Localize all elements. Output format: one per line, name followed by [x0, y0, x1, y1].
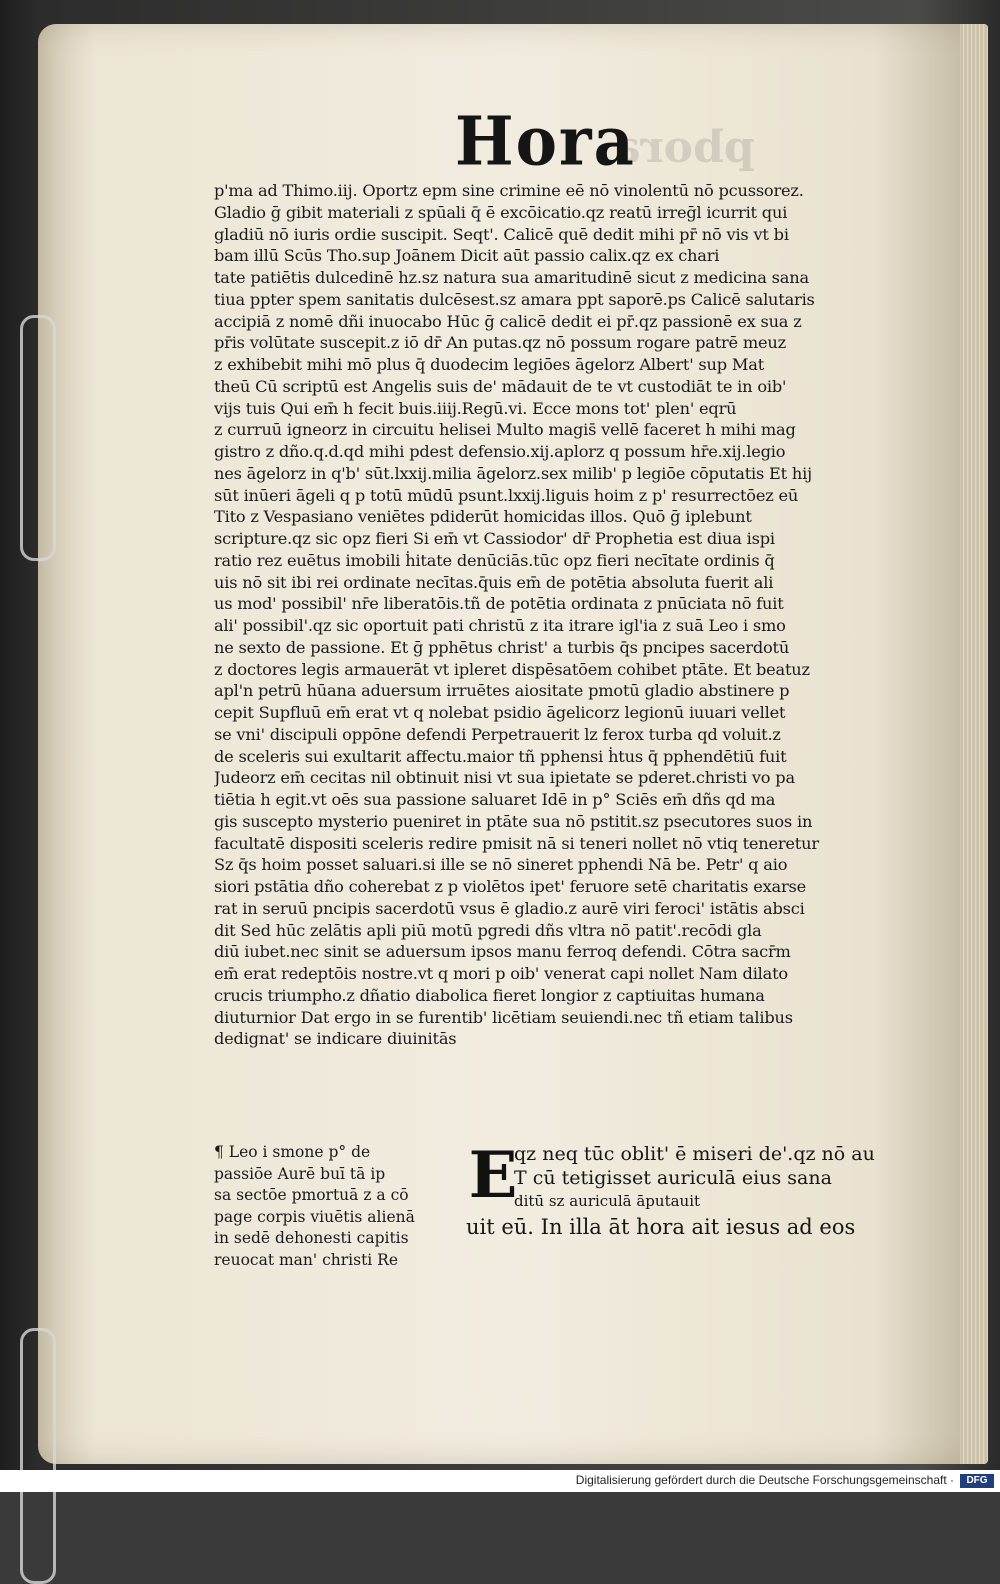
text-line: crucis triumpho.z dñatio diabolica fieret longior z captiuitas humana [214, 985, 765, 1005]
text-line: z exhibebit mihi mō plus q̄ duodecim legiōes āgelorz Albert' sup Mat [214, 355, 764, 374]
text-line: scripture.qz sic opz fieri Si em̄ vt Cassiodor' dr̄ Prophetia est diua ispi [214, 529, 775, 548]
bleed-through-text: pbora [612, 122, 755, 173]
main-text-block [214, 180, 894, 1050]
large-text-line: uit eū. In illa āt hora ait iesus ad eos [466, 1215, 856, 1239]
text-line: z doctores legis armauerāt vt ipleret dispēsatōem cohibet ptāte. Et beatuz [214, 659, 810, 679]
text-line: Sz q̄s hoim posset saluari.si ille se nō sineret pphendi Nā be. Petr' q aio [214, 855, 788, 875]
text-line: bam illū Scūs Tho.sup Joānem Dicit aūt passio calix.qz ex chari [214, 246, 720, 266]
text-line: cepit Supfluū em̄ erat vt q nolebat psidio āgelicorz legionū iuuari vellet [214, 703, 786, 722]
text-line: dit Sed hūc zelātis apli piū motū pgredi dñs vltra nō patit'.recōdi gla [214, 920, 762, 940]
text-line: Tito z Vespasiano veniētes pdiderūt homicidas illos. Quō ḡ iplebunt [214, 507, 752, 527]
large-text-line: T cū tetigisset auriculā eius sana [514, 1167, 832, 1189]
footer-bar [0, 1470, 1000, 1492]
text-line: dedignat' se indicare diuinitās [214, 1029, 457, 1049]
text-line: apl'n petrū hūana aduersum irruētes aiositate pmotū gladio abstinere p [214, 681, 790, 701]
page-clip-bottom [20, 1328, 56, 1584]
text-line: uis nō sit ibi rei ordinate necītas.q̄uis em̄ de potētia absoluta fuerit ali [214, 572, 774, 592]
text-line: tiētia h egit.vt oēs sua passione saluaret Idē in p° Sciēs em̄ dñs qd ma [214, 790, 776, 809]
dfg-logo: DFG [960, 1474, 994, 1488]
text-line: z curruū igneorz in circuitu helisei Multo magis̄ vellē faceret h mihi mag [214, 420, 796, 440]
lower-section [214, 1138, 894, 1292]
text-line: sūt inūeri āgeli q p totū mūdū psunt.lxxij.liguis hoim z p' resurrectōez eū [214, 485, 799, 505]
text-line: p'ma ad Thimo.iij. Oportz epm sine crimine eē nō vinolentū nō pcussorez. [214, 181, 804, 200]
text-line: diuturnior Dat ergo in se furentib' licētiam seuiendi.nec tñ etiam talibus [214, 1007, 793, 1027]
text-line: facultatē dispositi sceleris redire pmisit nā si teneri nollet nō vtiq teneretur [214, 833, 819, 853]
sidebar-line: reuocat man' christi Re [214, 1250, 399, 1269]
sidebar-note [214, 1142, 454, 1272]
page-edge [960, 24, 988, 1464]
text-line: diū iubet.nec sinit se aduersum ipsos manu ferroq defendi. Cōtra sacr̄m [214, 942, 791, 962]
sidebar-line: passiōe Aurē buī tā ip [214, 1164, 386, 1183]
sidebar-line: page corpis viuētis alienā [214, 1207, 415, 1226]
text-line: gis suscepto mysterio pueniret in ptāte sua nō pstitit.sz psecutores suos in [214, 811, 813, 831]
text-line: gistro z dño.q.d.qd mihi pdest defensio.xij.aplorz q possum hr̄e.xij.legio [214, 442, 786, 461]
sidebar-line: in sedē dehonesti capitis [214, 1229, 409, 1248]
initial-letter: E [468, 1138, 518, 1213]
text-line: tate patiētis dulcedinē hz.sz natura sua amaritudinē sicut z medicina sana [214, 268, 809, 287]
text-line: Judeorz em̄ cecitas nil obtinuit nisi vt sua ipietate se pderet.christi vo pa [214, 768, 795, 788]
text-line: ali' possibil'.qz sic oportuit pati christū z ita itrare igl'ia z suā Leo i smo [214, 616, 786, 635]
large-text-line: qz neq tūc oblit' ē miseri de'.qz nō au [514, 1143, 875, 1165]
text-line: vijs tuis Qui em̄ h fecit buis.iiij.Regū.vi. Ecce mons tot' plen' eqrū [214, 398, 737, 418]
large-text-block [466, 1142, 894, 1242]
text-line: de sceleris sui exultarit affectu.maior tñ pphensi ḣtus q̄ pphendētiū fuit [214, 746, 787, 766]
page-heading: Hora [455, 102, 636, 181]
text-line: theū Cū scriptū est Angelis suis de' mādauit de te vt custodiāt te in oib' [214, 376, 787, 396]
text-line: siori pstātia dño coherebat z p violētos ipet' feruore setē charitatis exarse [214, 877, 806, 896]
text-line: gladiū nō iuris ordie suscipit. Seqt'. Calicē quē dedit mihi pr̄ nō vis vt bi [214, 224, 789, 244]
sidebar-line: sa sectōe pmortuā z a cō [214, 1186, 409, 1205]
text-line: us mod' possibil' nr̄e liberatōis.tñ de potētia ordinata z pnūciata nō fuit [214, 594, 784, 614]
text-line: tiua ppter spem sanitatis dulcēsest.sz amara ppt saporē.ps Calicē salutaris [214, 289, 815, 309]
text-line: ne sexto de passione. Et ḡ pphētus christ' a turbis q̄s pncipes sacerdotū [214, 637, 790, 657]
text-line: se vni' discipuli oppōne defendi Perpetrauerit lz ferox turba qd voluit.z [214, 724, 781, 744]
page-clip-top [20, 315, 56, 561]
text-line: ratio rez euētus imobili ḣitate denūciās.tūc opz fieri necītate ordinis q̄ [214, 550, 775, 570]
text-line: Gladio ḡ gibit materiali z spūali q̄ ē excōicatio.qz reatū irreḡl icurrit qui [214, 202, 788, 222]
footer-credit: Digitalisierung gefördert durch die Deutsche Forschungsgemeinschaft · [575, 1473, 954, 1487]
text-line: rat in seruū pncipis sacerdotū vsus ē gladio.z aurē viri feroci' istātis absci [214, 898, 805, 918]
large-text-line: ditū sz auriculā āputauit [514, 1192, 701, 1210]
text-line: pr̄is volūtate suscepit.z iō dr̄ An putas.qz nō possum rogare patrē meuz [214, 333, 786, 353]
text-line: em̄ erat redeptōis nostre.vt q mori p oib' venerat capi nollet Nam dilato [214, 964, 788, 983]
text-line: accipiā z nomē dñi inuocabo Hūc ḡ calicē dedit ei pr̄.qz passionē ex sua z [214, 311, 802, 331]
sidebar-line: ¶ Leo i smone p° de [214, 1143, 371, 1161]
text-line: nes āgelorz in q'b' sūt.lxxij.milia āgelorz.sex milib' p legiōe cōputatis Et hij [214, 463, 812, 483]
